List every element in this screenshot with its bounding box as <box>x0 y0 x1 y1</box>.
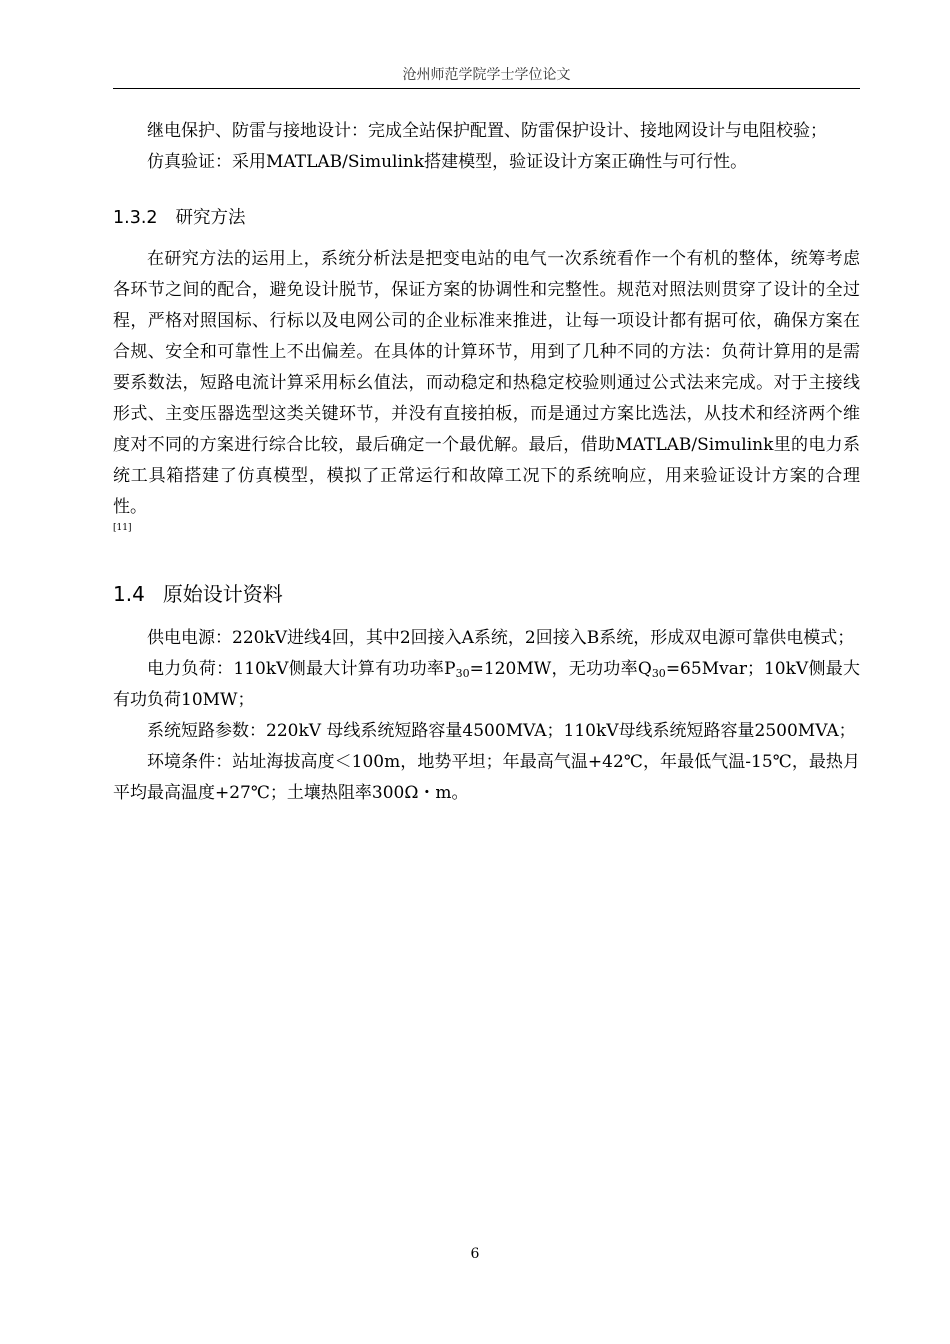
paragraph-environment: 环境条件：站址海拔高度＜100m，地势平坦；年最高气温+42℃，年最低气温-15℃，最热月平均最高温度+27℃；土壤热阻率300Ω・m。 <box>113 752 860 803</box>
section-title: 原始设计资料 <box>162 582 283 606</box>
subscript: 30 <box>651 667 666 680</box>
section-heading-1-3-2 <box>113 204 860 232</box>
section-title: 研究方法 <box>175 208 246 228</box>
paragraph-power-supply: 供电电源：220kV进线4回，其中2回接入A系统，2回接入B系统，形成双电源可靠供电模式； <box>147 628 855 648</box>
page-number: 6 <box>470 1246 480 1262</box>
text-run: =65Mvar；10kV侧最大有功负荷10MW； <box>113 659 861 710</box>
page-header: 沧州师范学院学士学位论文 <box>113 64 860 89</box>
paragraph-short-circuit: 系统短路参数：220kV 母线系统短路容量4500MVA；110kV母线系统短路容量2500MVA； <box>147 721 856 741</box>
text-run: =120MW，无功功率Q <box>469 659 652 679</box>
page-content <box>113 116 860 809</box>
citation-marker: [11] <box>113 523 132 533</box>
paragraph-power-load <box>113 654 860 716</box>
section-heading-1-4 <box>113 579 860 609</box>
paragraph-research-methods: 在研究方法的运用上，系统分析法是把变电站的电气一次系统看作一个有机的整体，统筹考虑各环节之间的配合，避免设计脱节，保证方案的协调性和完整性。规范对照法则贯穿了设计的全过程，严格对照国标、行标以及电网公司的企业标准来推进，让每一项设计都有据可依，确保方案在合规、安全和可靠性上不出偏差。在具体的计算环节，用到了几种不同的方法：负荷计算用的是需要系数法，短路电流计算采用标幺值法，而动稳定和热稳定校验则通过公式法来完成。对于主接线形式、主变压器选型这类关键环节，并没有直接拍板，而是通过方案比选法，从技术和经济两个维度对不同的方案进行综合比较，最后确定一个最优解。最后，借助MATLAB/Simulink里的电力系统工具箱搭建了仿真模型，模拟了正常运行和故障工况下的系统响应，用来验证设计方案的合理性。 <box>113 249 860 517</box>
paragraph-relay-protection: 继电保护、防雷与接地设计：完成全站保护配置、防雷保护设计、接地网设计与电阻校验； <box>147 121 827 141</box>
text-run: 电力负荷：110kV侧最大计算有功功率P <box>147 659 456 679</box>
section-number: 1.3.2 <box>113 208 158 228</box>
paragraph-simulation: 仿真验证：采用MATLAB/Simulink搭建模型，验证设计方案正确性与可行性。 <box>147 152 748 172</box>
section-number: 1.4 <box>113 582 145 606</box>
subscript: 30 <box>455 667 470 680</box>
